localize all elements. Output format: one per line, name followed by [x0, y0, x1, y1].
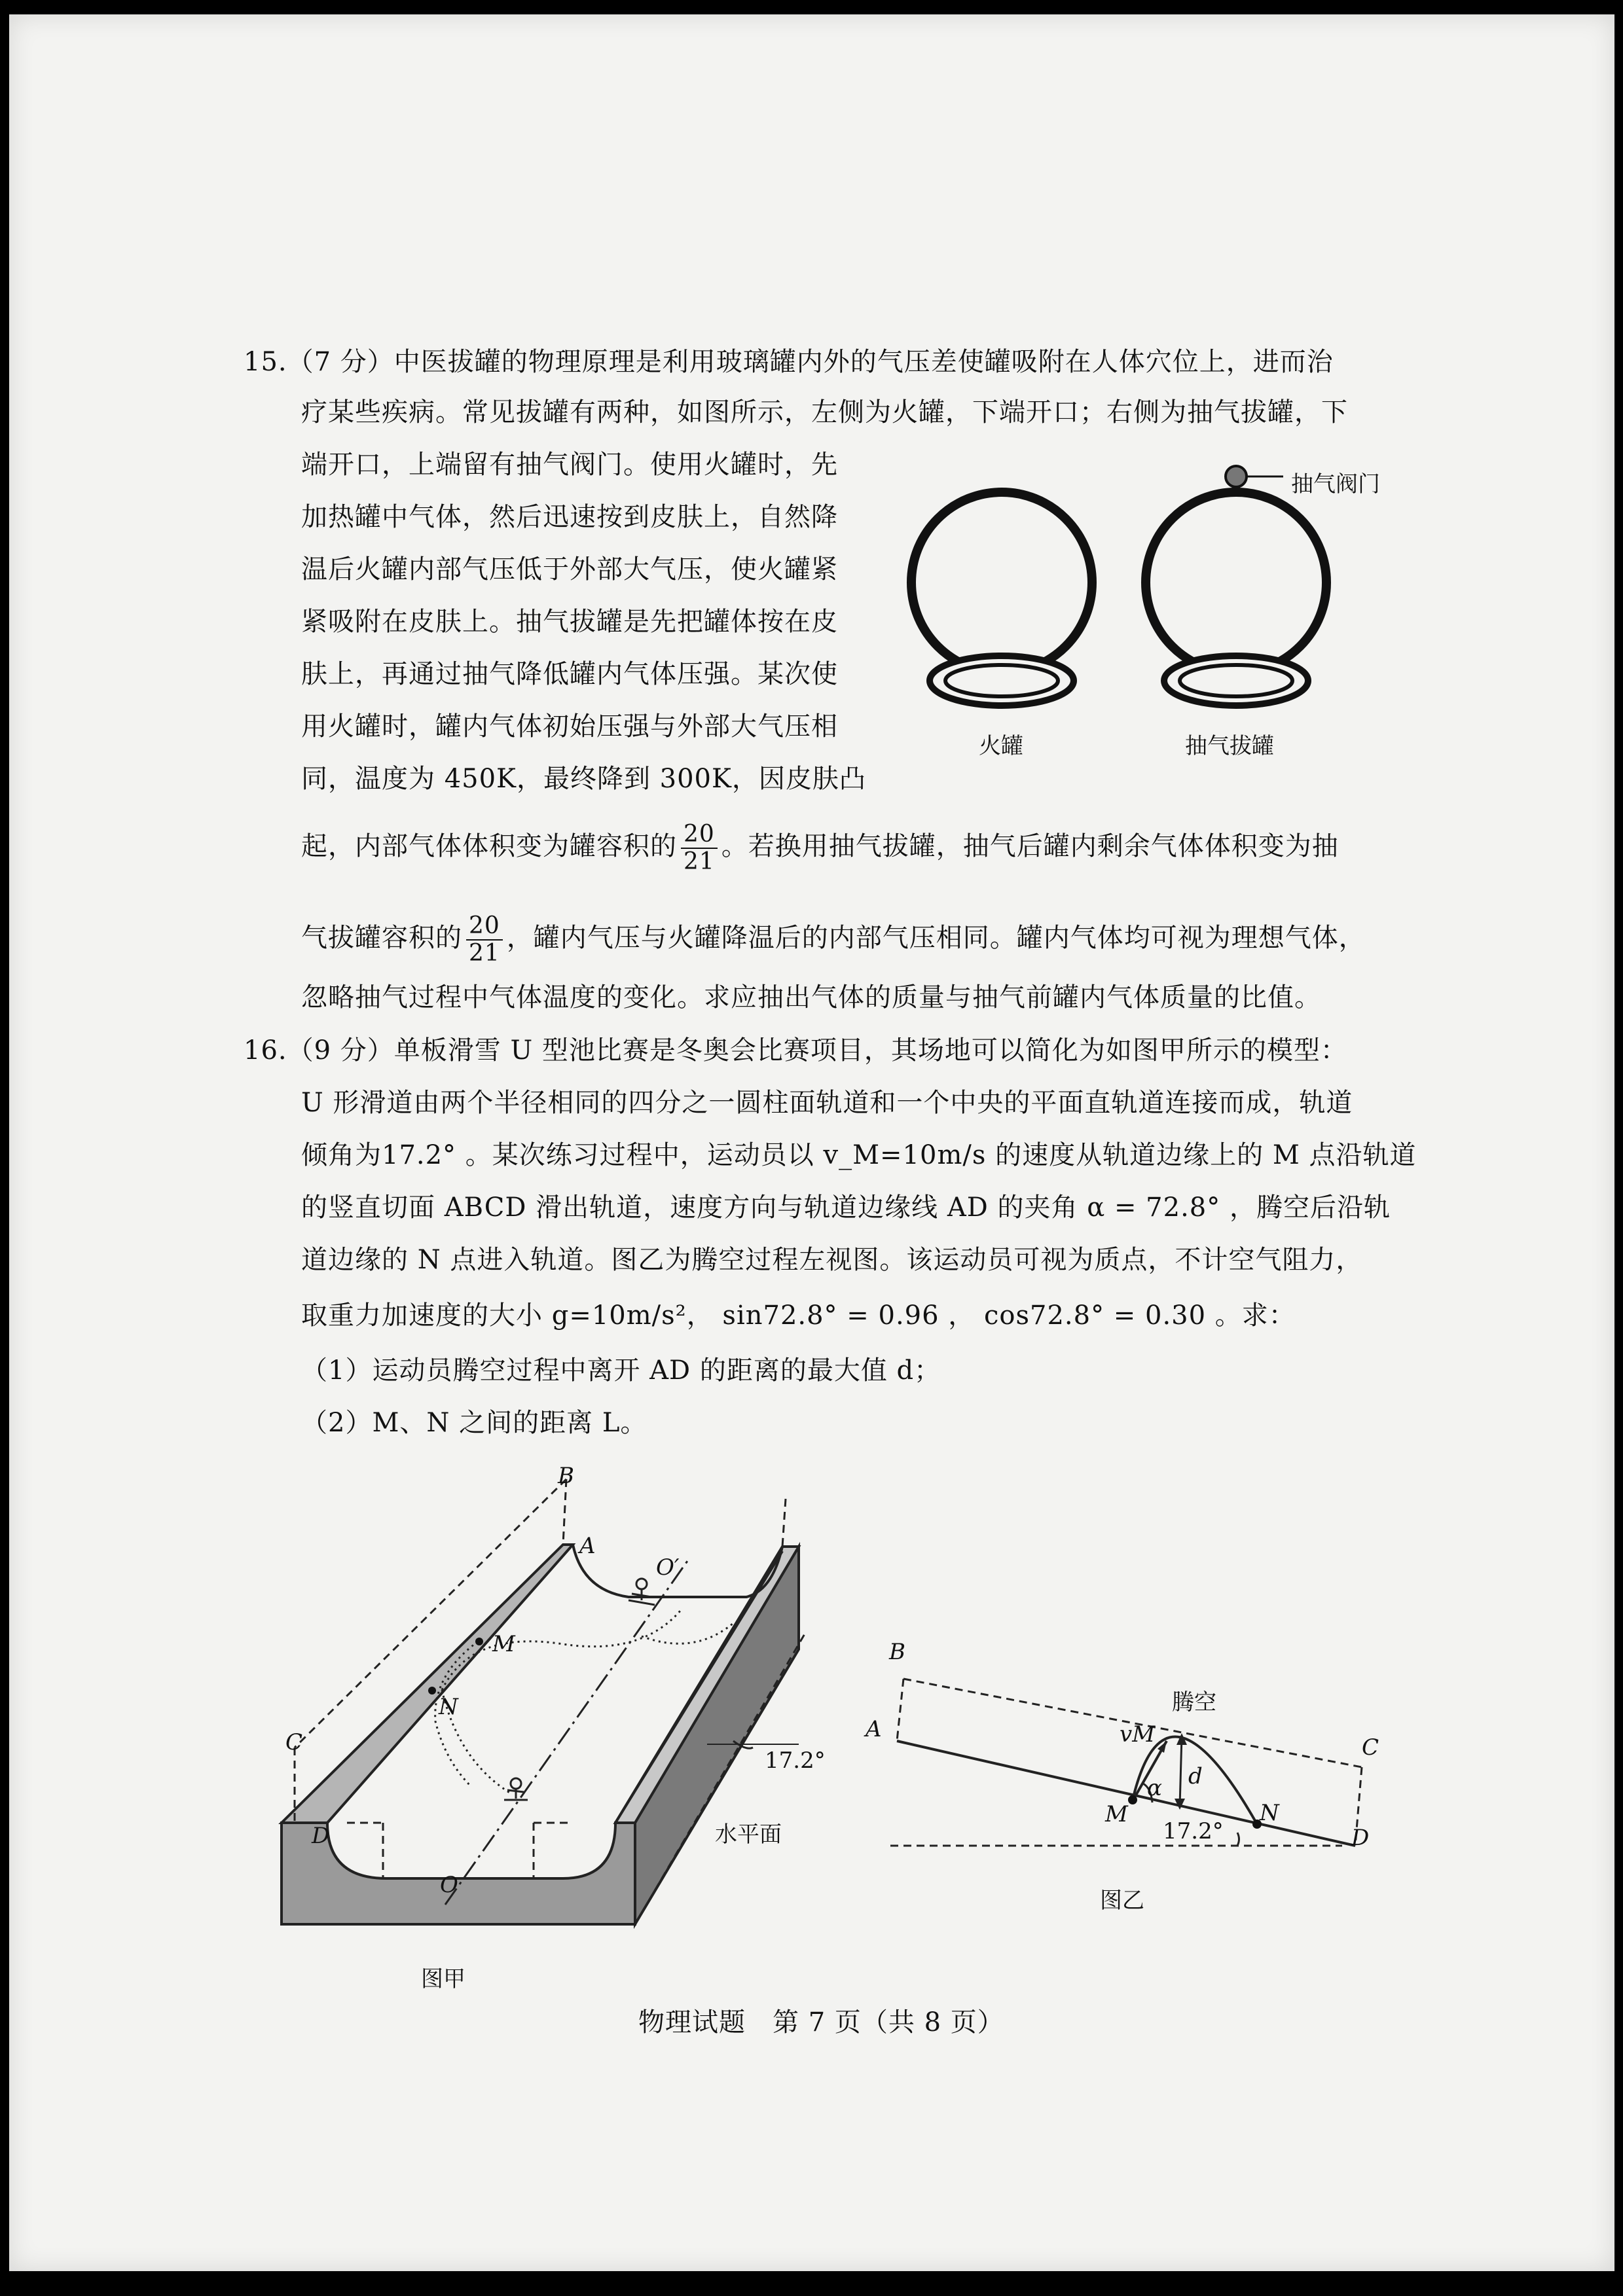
fraction-denominator: 21: [469, 940, 500, 967]
fig-a-label-O: O: [440, 1872, 458, 1898]
q16-line5: 道边缘的 N 点进入轨道。图乙为腾空过程左视图。该运动员可视为质点，不计空气阻力，: [301, 1245, 1363, 1275]
valve-label: 抽气阀门: [1291, 471, 1380, 497]
q15-line10-text-a: 起，内部气体体积变为罐容积的: [301, 831, 677, 861]
fig-a-label-D: D: [312, 1823, 330, 1849]
q15-line3: 端开口，上端留有抽气阀门。使用火罐时，先: [301, 450, 838, 480]
fig-b-label-B: B: [889, 1639, 905, 1665]
q15-line8: 用火罐时，罐内气体初始压强与外部大气压相: [301, 711, 838, 742]
fig-b-label-C: C: [1362, 1734, 1379, 1761]
fig-b-label-alpha: α: [1147, 1775, 1162, 1801]
fig-b-label-N: N: [1260, 1800, 1279, 1826]
side-view-figure-b: [884, 1649, 1427, 1865]
fig-a-label-N: N: [439, 1694, 458, 1720]
fig-b-angle-label: 17.2°: [1163, 1818, 1224, 1844]
fig-b-label-M: M: [1105, 1801, 1128, 1827]
q15-line10-text-b: 。若换用抽气拔罐，抽气后罐内剩余气体体积变为抽: [721, 831, 1339, 861]
halfpipe-figure-a: [275, 1460, 851, 1970]
fraction-numerator: 20: [681, 821, 718, 849]
fig-a-label-A: A: [579, 1533, 596, 1559]
fig-a-label-O-prime: O′: [656, 1554, 680, 1581]
fig-b-label-D: D: [1351, 1825, 1370, 1851]
q15-line9: 同，温度为 450K，最终降到 300K，因皮肤凸: [301, 764, 866, 794]
q16-sub2: （2）M、N 之间的距离 L。: [301, 1408, 647, 1438]
fig-a-label-B: B: [558, 1463, 574, 1489]
q16-line6: 取重力加速度的大小 g=10m/s²， sin72.8° = 0.96 ， cos72.8° = 0.30 。求：: [301, 1300, 1296, 1331]
fig-b-label-d: d: [1188, 1763, 1203, 1789]
q15-line7: 肤上，再通过抽气降低罐内气体压强。某次使: [301, 659, 838, 689]
fraction-denominator: 21: [684, 848, 715, 875]
fig-b-label-A: A: [866, 1716, 882, 1742]
fig-b-flight-label: 腾空: [1172, 1689, 1216, 1715]
q15-line5: 温后火罐内部气压低于外部大气压，使火罐紧: [301, 554, 838, 584]
fig-a-caption: 图甲: [421, 1966, 465, 1992]
fig-a-label-C: C: [285, 1729, 303, 1755]
q16-line3: 倾角为17.2° 。某次练习过程中，运动员以 v_M=10m/s 的速度从轨道边缘上的 M 点沿轨道: [301, 1140, 1417, 1170]
q16-sub1: （1）运动员腾空过程中离开 AD 的距离的最大值 d；: [301, 1355, 941, 1386]
suction-cup-drawing: [1146, 466, 1326, 706]
q15-line11-text-b: ，罐内气压与火罐降温后的内部气压相同。罐内气体均可视为理想气体，: [506, 923, 1366, 953]
q15-line4: 加热罐中气体，然后迅速按到皮肤上，自然降: [301, 502, 838, 532]
suction-cup-label: 抽气拔罐: [1185, 733, 1274, 759]
q15-line11-text-a: 气拔罐容积的: [301, 923, 462, 953]
fig-a-ground-label: 水平面: [715, 1821, 782, 1848]
fig-b-label-vM: vM: [1120, 1721, 1156, 1748]
fire-cup-label: 火罐: [979, 733, 1023, 759]
q15-line12: 忽略抽气过程中气体温度的变化。求应抽出气体的质量与抽气前罐内气体质量的比值。: [301, 982, 1321, 1013]
q15-line1: 15.（7 分）中医拔罐的物理原理是利用玻璃罐内外的气压差使罐吸附在人体穴位上，进而治: [244, 347, 1334, 377]
fraction-numerator: 20: [466, 913, 503, 941]
fraction-20-21: [681, 821, 718, 875]
fig-b-caption: 图乙: [1100, 1888, 1144, 1914]
q16-line4: 的竖直切面 ABCD 滑出轨道，速度方向与轨道边缘线 AD 的夹角 α = 72.8° ，腾空后沿轨: [301, 1193, 1391, 1223]
fire-cup-drawing: [911, 492, 1092, 706]
q15-line6: 紧吸附在皮肤上。抽气拔罐是先把罐体按在皮: [301, 607, 838, 637]
q15-line10: [301, 821, 1339, 875]
fig-a-label-M: M: [492, 1631, 515, 1657]
q15-line11: [301, 913, 1366, 967]
page-footer: 物理试题 第 7 页（共 8 页）: [638, 2007, 1004, 2037]
fig-a-angle-label: 17.2°: [765, 1748, 826, 1774]
q15-line2: 疗某些疾病。常见拔罐有两种，如图所示，左侧为火罐，下端开口；右侧为抽气拔罐，下: [301, 397, 1348, 427]
q16-line1: 16.（9 分）单板滑雪 U 型池比赛是冬奥会比赛项目，其场地可以简化为如图甲所示的模型：: [244, 1035, 1347, 1066]
fraction-20-21-second: [466, 913, 503, 967]
q16-line2: U 形滑道由两个半径相同的四分之一圆柱面轨道和一个中央的平面直轨道连接而成，轨道: [301, 1088, 1353, 1118]
cupping-figure: [890, 458, 1414, 759]
